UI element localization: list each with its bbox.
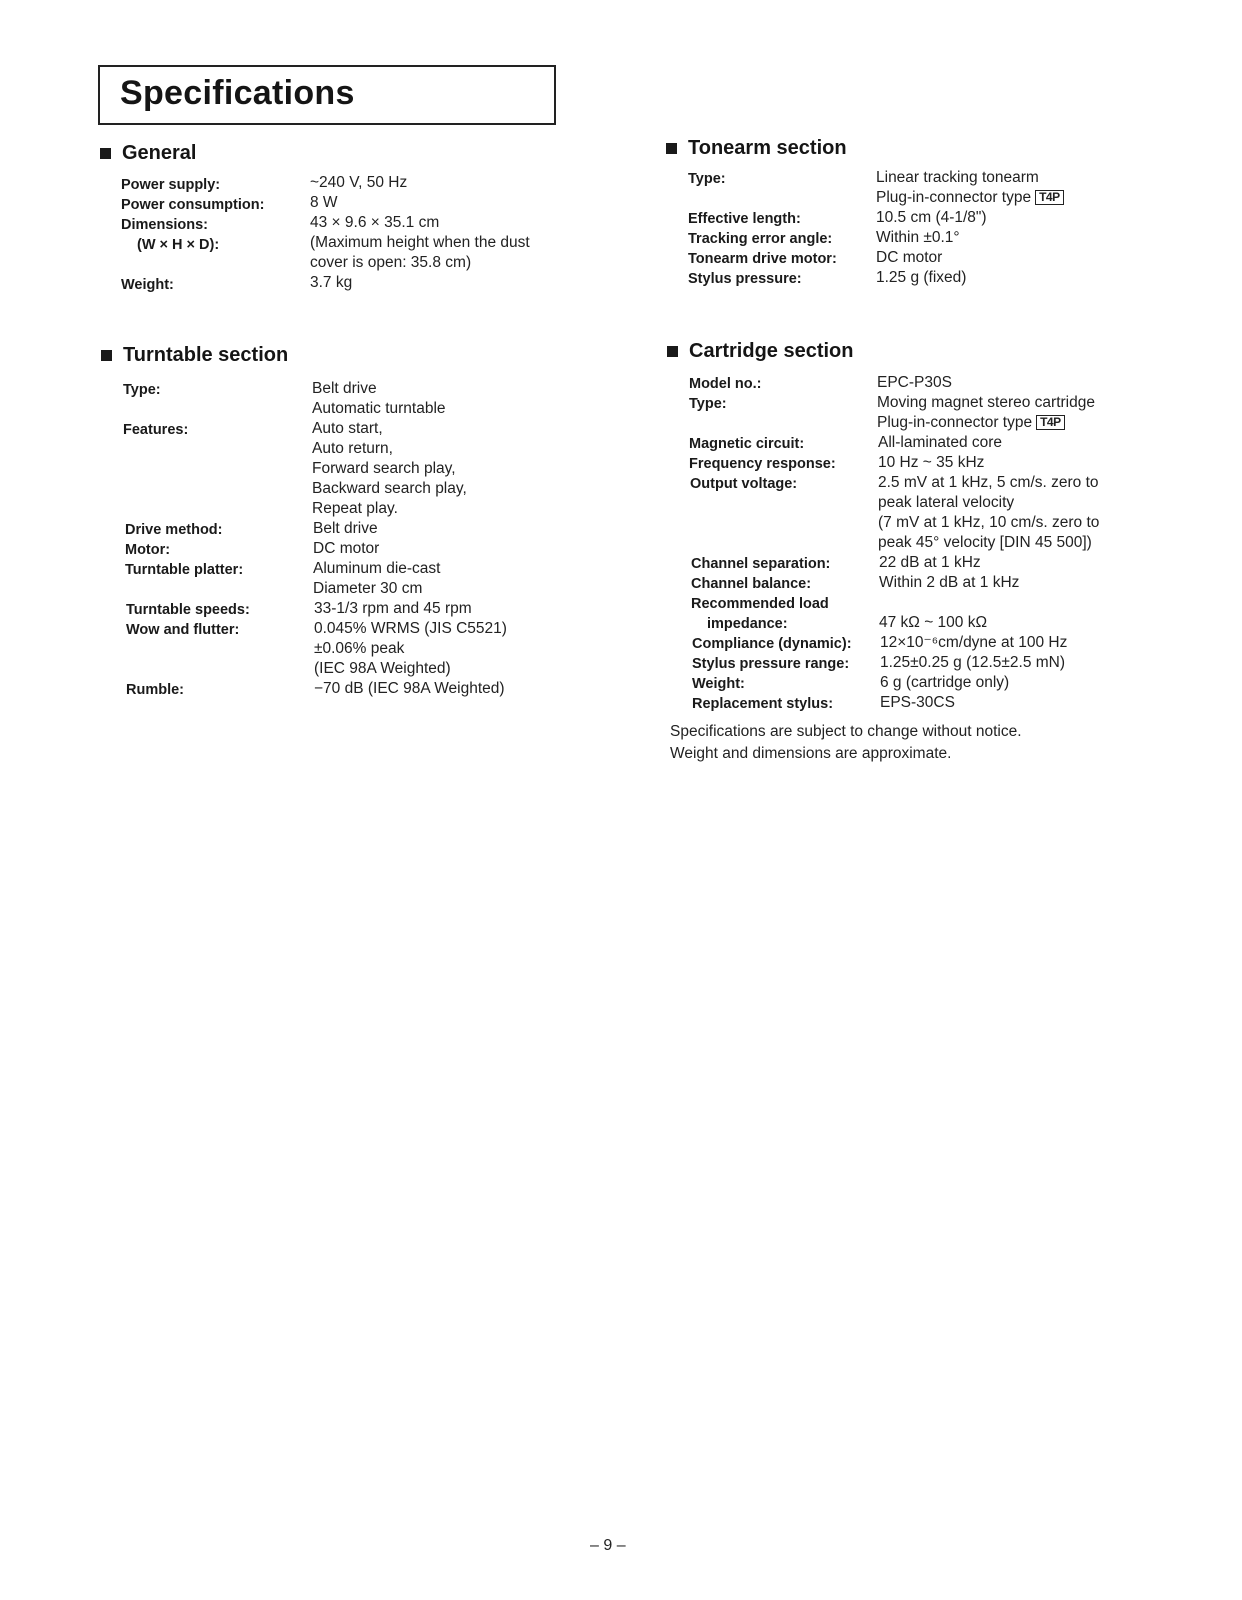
spec-label: Stylus pressure: bbox=[688, 271, 802, 287]
turntable-heading bbox=[101, 343, 581, 367]
spec-value-line: All-laminated core bbox=[878, 434, 1003, 451]
spec-label: Magnetic circuit: bbox=[689, 436, 805, 452]
spec-value-line: −70 dB (IEC 98A Weighted) bbox=[314, 680, 505, 697]
spec-value-line: Auto return, bbox=[312, 440, 393, 457]
spec-value-line: (Maximum height when the dust bbox=[310, 234, 530, 251]
spec-label: Model no.: bbox=[689, 376, 762, 392]
spec-label: Frequency response: bbox=[689, 456, 836, 472]
spec-value bbox=[880, 653, 1065, 673]
spec-value-line: (IEC 98A Weighted) bbox=[314, 660, 451, 677]
spec-value-line bbox=[876, 188, 1064, 208]
spec-value bbox=[313, 559, 441, 599]
spec-value bbox=[314, 679, 505, 699]
spec-label: Turntable speeds: bbox=[126, 602, 250, 618]
spec-value-line: DC motor bbox=[876, 249, 943, 266]
spec-value-line: 33-1/3 rpm and 45 rpm bbox=[314, 600, 472, 617]
spec-value bbox=[877, 393, 1095, 433]
spec-label: Turntable platter: bbox=[125, 562, 244, 578]
footnote-line: Specifications are subject to change without notice. bbox=[670, 723, 1022, 740]
spec-value-line: 3.7 kg bbox=[310, 274, 353, 291]
spec-value bbox=[878, 433, 1002, 453]
spec-value-line: 0.045% WRMS (JIS C5521) bbox=[314, 620, 507, 637]
spec-value bbox=[876, 208, 987, 228]
spec-row bbox=[100, 175, 580, 315]
spec-value-line: Forward search play, bbox=[312, 460, 456, 477]
spec-value bbox=[314, 619, 507, 679]
spec-value-line: Belt drive bbox=[313, 520, 378, 537]
spec-value bbox=[880, 673, 1009, 693]
spec-row bbox=[101, 379, 581, 719]
tonearm-section bbox=[666, 136, 1146, 290]
general-heading-text: General bbox=[122, 141, 197, 164]
spec-value-line: 10 Hz ~ 35 kHz bbox=[878, 454, 985, 471]
spec-label: Power consumption: bbox=[121, 197, 265, 213]
spec-value bbox=[880, 693, 955, 713]
cartridge-heading-text: Cartridge section bbox=[689, 339, 854, 362]
title-box bbox=[98, 65, 556, 125]
spec-value-line: (7 mV at 1 kHz, 10 cm/s. zero to bbox=[878, 514, 1100, 531]
spec-row bbox=[667, 373, 1167, 713]
turntable-section bbox=[101, 343, 581, 707]
spec-value-line: peak lateral velocity bbox=[878, 494, 1015, 511]
spec-label: Channel balance: bbox=[691, 576, 812, 592]
spec-value bbox=[880, 633, 1067, 653]
spec-label: Motor: bbox=[125, 542, 171, 558]
t4p-badge-icon: T4P bbox=[1035, 190, 1064, 205]
general-section bbox=[100, 141, 580, 305]
spec-value-line: Automatic turntable bbox=[312, 400, 446, 417]
spec-value-line: Aluminum die-cast bbox=[313, 560, 441, 577]
spec-value bbox=[310, 273, 352, 293]
spec-value-line: 6 g (cartridge only) bbox=[880, 674, 1010, 691]
spec-value-line: EPC-P30S bbox=[877, 374, 952, 391]
spec-value-line: 8 W bbox=[310, 194, 338, 211]
spec-value bbox=[310, 173, 407, 193]
spec-label: Weight: bbox=[692, 676, 745, 692]
cartridge-heading bbox=[667, 339, 1167, 363]
spec-value bbox=[312, 379, 446, 419]
spec-value-line: Linear tracking tonearm bbox=[876, 169, 1039, 186]
spec-value-line: Repeat play. bbox=[312, 500, 398, 517]
spec-label: (W × H × D): bbox=[137, 237, 220, 253]
spec-label: Type: bbox=[688, 171, 726, 187]
spec-value-line: Moving magnet stereo cartridge bbox=[877, 394, 1095, 411]
spec-value-line: EPS-30CS bbox=[880, 694, 955, 711]
square-bullet-icon bbox=[100, 148, 111, 159]
spec-label: Compliance (dynamic): bbox=[692, 636, 852, 652]
spec-label: Dimensions: bbox=[121, 217, 209, 233]
spec-value-line: ~240 V, 50 Hz bbox=[310, 174, 408, 191]
spec-value-line: DC motor bbox=[313, 540, 380, 557]
spec-value bbox=[877, 373, 952, 393]
spec-value-line: Backward search play, bbox=[312, 480, 467, 497]
spec-label: Rumble: bbox=[126, 682, 184, 698]
page-title: Specifications bbox=[120, 74, 355, 112]
tonearm-heading-text: Tonearm section bbox=[688, 136, 847, 159]
spec-label: Tracking error angle: bbox=[688, 231, 833, 247]
spec-value bbox=[310, 233, 530, 273]
spec-value-line: 1.25 g (fixed) bbox=[876, 269, 967, 286]
tonearm-heading bbox=[666, 136, 1146, 160]
spec-value bbox=[876, 268, 966, 288]
square-bullet-icon bbox=[667, 346, 678, 357]
spec-label: Replacement stylus: bbox=[692, 696, 834, 712]
spec-value-line: 1.25±0.25 g (12.5±2.5 mN) bbox=[880, 654, 1066, 671]
spec-label: Recommended load bbox=[691, 596, 829, 612]
spec-label: Power supply: bbox=[121, 177, 221, 193]
spec-label: impedance: bbox=[707, 616, 788, 632]
spec-value-line: Diameter 30 cm bbox=[313, 580, 423, 597]
spec-value bbox=[879, 573, 1019, 593]
spec-label: Output voltage: bbox=[690, 476, 798, 492]
spec-value-line: 12×10⁻⁶cm/dyne at 100 Hz bbox=[880, 634, 1068, 651]
page-number: – 9 – bbox=[590, 1537, 626, 1554]
spec-value bbox=[310, 193, 338, 213]
footnotes bbox=[670, 721, 1022, 765]
spec-value bbox=[310, 213, 439, 233]
spec-label: Channel separation: bbox=[691, 556, 831, 572]
cartridge-section bbox=[667, 339, 1167, 712]
spec-value bbox=[313, 539, 379, 559]
spec-value-line: peak 45° velocity [DIN 45 500]) bbox=[878, 534, 1092, 551]
spec-value-line: Belt drive bbox=[312, 380, 377, 397]
spec-value bbox=[314, 599, 472, 619]
spec-value-line: 2.5 mV at 1 kHz, 5 cm/s. zero to bbox=[878, 474, 1099, 491]
spec-label: Effective length: bbox=[688, 211, 801, 227]
spec-value-line: Within ±0.1° bbox=[876, 229, 960, 246]
spec-label: Type: bbox=[123, 382, 161, 398]
spec-value-line: ±0.06% peak bbox=[314, 640, 405, 657]
spec-value bbox=[313, 519, 378, 539]
spec-value bbox=[878, 453, 984, 473]
spec-label: Weight: bbox=[121, 277, 174, 293]
spec-value-line: 10.5 cm (4-1/8") bbox=[876, 209, 987, 226]
spec-value-text: Plug-in-connector type bbox=[877, 414, 1033, 431]
general-heading bbox=[100, 141, 580, 165]
spec-value-line: Auto start, bbox=[312, 420, 383, 437]
spec-label: Features: bbox=[123, 422, 189, 438]
spec-value-line: cover is open: 35.8 cm) bbox=[310, 254, 472, 271]
spec-value-line: 43 × 9.6 × 35.1 cm bbox=[310, 214, 440, 231]
spec-label: Drive method: bbox=[125, 522, 223, 538]
spec-value-line: 22 dB at 1 kHz bbox=[879, 554, 981, 571]
t4p-badge-icon: T4P bbox=[1036, 415, 1065, 430]
spec-label: Tonearm drive motor: bbox=[688, 251, 837, 267]
spec-label: Stylus pressure range: bbox=[692, 656, 850, 672]
spec-value bbox=[878, 473, 1099, 553]
spec-value-line bbox=[877, 413, 1095, 433]
footnote-line: Weight and dimensions are approximate. bbox=[670, 745, 952, 762]
spec-value-line: Within 2 dB at 1 kHz bbox=[879, 574, 1020, 591]
spec-value bbox=[876, 168, 1064, 208]
spec-value bbox=[876, 228, 960, 248]
spec-value bbox=[879, 613, 987, 633]
turntable-heading-text: Turntable section bbox=[123, 343, 289, 366]
spec-row bbox=[666, 168, 1146, 298]
spec-value bbox=[312, 419, 467, 519]
square-bullet-icon bbox=[666, 143, 677, 154]
spec-value bbox=[876, 248, 942, 268]
spec-value bbox=[879, 553, 981, 573]
spec-label: Wow and flutter: bbox=[126, 622, 240, 638]
spec-value-text: Plug-in-connector type bbox=[876, 189, 1032, 206]
spec-value-line: 47 kΩ ~ 100 kΩ bbox=[879, 614, 988, 631]
square-bullet-icon bbox=[101, 350, 112, 361]
spec-label: Type: bbox=[689, 396, 727, 412]
